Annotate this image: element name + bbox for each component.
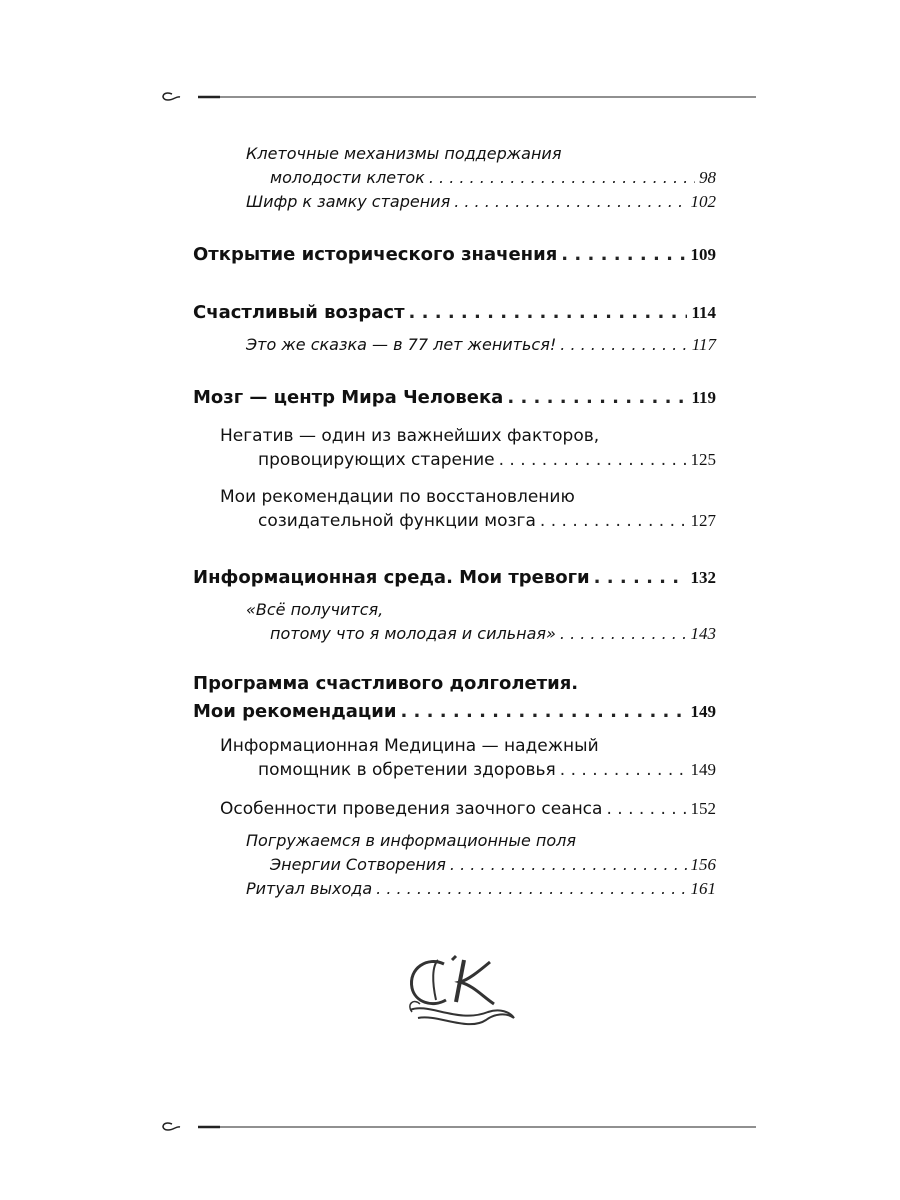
dot-leader — [454, 190, 686, 214]
dot-leader — [560, 622, 687, 646]
toc-entry-title: Погружаемся в информационные поля — [246, 831, 577, 850]
toc-page-number: 143 — [690, 624, 716, 643]
toc-entry-title: Клеточные механизмы поддержания — [246, 144, 562, 163]
toc-page-number: 132 — [690, 568, 716, 587]
toc-page-number: 127 — [690, 511, 716, 530]
dot-leader — [499, 448, 687, 472]
toc-entry-title: Программа счастливого долголетия. — [193, 673, 579, 694]
toc-line — [220, 448, 716, 472]
toc-entry[interactable] — [193, 301, 716, 325]
toc-page-number: 156 — [690, 855, 716, 874]
dot-leader — [540, 509, 687, 533]
toc-entry-title: Счастливый возраст — [193, 302, 405, 323]
dot-leader — [594, 566, 687, 590]
toc-line — [220, 485, 716, 509]
toc-entry-title-cont: созидательной функции мозга — [258, 511, 536, 531]
toc-line — [193, 566, 716, 590]
toc-entry[interactable] — [193, 566, 716, 590]
toc-entry-title: Мои рекомендации по восстановлению — [220, 487, 575, 507]
toc-entry-title-cont: Энергии Сотворения — [270, 855, 446, 874]
toc-line — [246, 190, 716, 214]
toc-entry-title-cont: Мои рекомендации — [193, 701, 397, 722]
toc-page-number: 149 — [690, 702, 716, 721]
toc-line — [246, 333, 716, 357]
bottom-flourish-rule-icon — [158, 1118, 758, 1134]
toc-entry[interactable] — [246, 190, 716, 214]
toc-entry[interactable] — [246, 333, 716, 357]
toc-line — [246, 166, 716, 190]
toc-line — [246, 877, 716, 901]
toc-page-number: 161 — [690, 879, 716, 898]
dot-leader — [376, 877, 686, 901]
toc-entry-title: Шифр к замку старения — [246, 192, 451, 211]
toc-line — [193, 386, 716, 410]
dot-leader — [561, 243, 686, 267]
dot-leader — [450, 853, 687, 877]
toc-entry-title: Мозг — центр Мира Человека — [193, 387, 504, 408]
toc-entry-title: Это же сказка — в 77 лет жениться! — [246, 335, 557, 354]
toc-line — [246, 142, 716, 166]
toc-entry-title-cont: потому что я молодая и сильная» — [270, 624, 556, 643]
toc-line — [220, 509, 716, 533]
toc-line — [220, 758, 716, 782]
toc-page-number: 125 — [690, 450, 716, 469]
toc-entry[interactable] — [246, 829, 716, 877]
toc-entry[interactable] — [193, 243, 716, 267]
toc-entry-title: Негатив — один из важнейших факторов, — [220, 426, 600, 446]
toc-entry-title: «Всё получится, — [246, 600, 384, 619]
toc-entry-title: Открытие исторического значения — [193, 244, 558, 265]
toc-line — [193, 700, 716, 724]
toc-entry[interactable] — [220, 797, 716, 821]
toc-page-number: 109 — [690, 245, 716, 264]
toc-line — [246, 853, 716, 877]
toc-line — [246, 829, 716, 853]
toc-page-number: 98 — [699, 168, 716, 187]
toc-entry-title: Особенности проведения заочного сеанса — [220, 799, 603, 819]
toc-line — [193, 301, 716, 325]
dot-leader — [507, 386, 687, 410]
toc-page-number: 149 — [690, 760, 716, 779]
toc-line — [246, 598, 716, 622]
publisher-monogram-icon — [398, 942, 522, 1034]
toc-page-number: 102 — [690, 192, 716, 211]
toc-entry-title: Информационная среда. Мои тревоги — [193, 567, 590, 588]
toc-line — [193, 243, 716, 267]
toc-entry-title: Информационная Медицина — надежный — [220, 736, 599, 756]
dot-leader — [560, 333, 687, 357]
dot-leader — [560, 758, 687, 782]
toc-entry-title: Ритуал выхода — [246, 879, 373, 898]
toc-entry[interactable] — [246, 142, 716, 190]
toc-line — [220, 424, 716, 448]
toc-entry[interactable] — [246, 877, 716, 901]
toc-entry[interactable] — [193, 672, 716, 724]
toc-line — [220, 734, 716, 758]
toc-page-number: 114 — [691, 303, 716, 322]
toc-line — [193, 672, 716, 696]
toc-entry[interactable] — [193, 386, 716, 410]
toc-page-number: 117 — [691, 335, 716, 354]
toc-entry-title-cont: помощник в обретении здоровья — [258, 760, 556, 780]
dot-leader — [606, 797, 686, 821]
toc-line — [246, 622, 716, 646]
toc-entry[interactable] — [220, 734, 716, 782]
dot-leader — [409, 301, 688, 325]
toc-page-number: 119 — [691, 388, 716, 407]
toc-entry-title-cont: провоцирующих старение — [258, 450, 495, 470]
toc-entry[interactable] — [220, 424, 716, 472]
toc-entry-title-cont: молодости клеток — [270, 168, 425, 187]
toc-page-number: 152 — [690, 799, 716, 818]
top-flourish-rule-icon — [158, 88, 758, 104]
toc-entry[interactable] — [220, 485, 716, 533]
dot-leader — [429, 166, 695, 190]
toc-line — [220, 797, 716, 821]
dot-leader — [400, 700, 686, 724]
toc-entry[interactable] — [246, 598, 716, 646]
